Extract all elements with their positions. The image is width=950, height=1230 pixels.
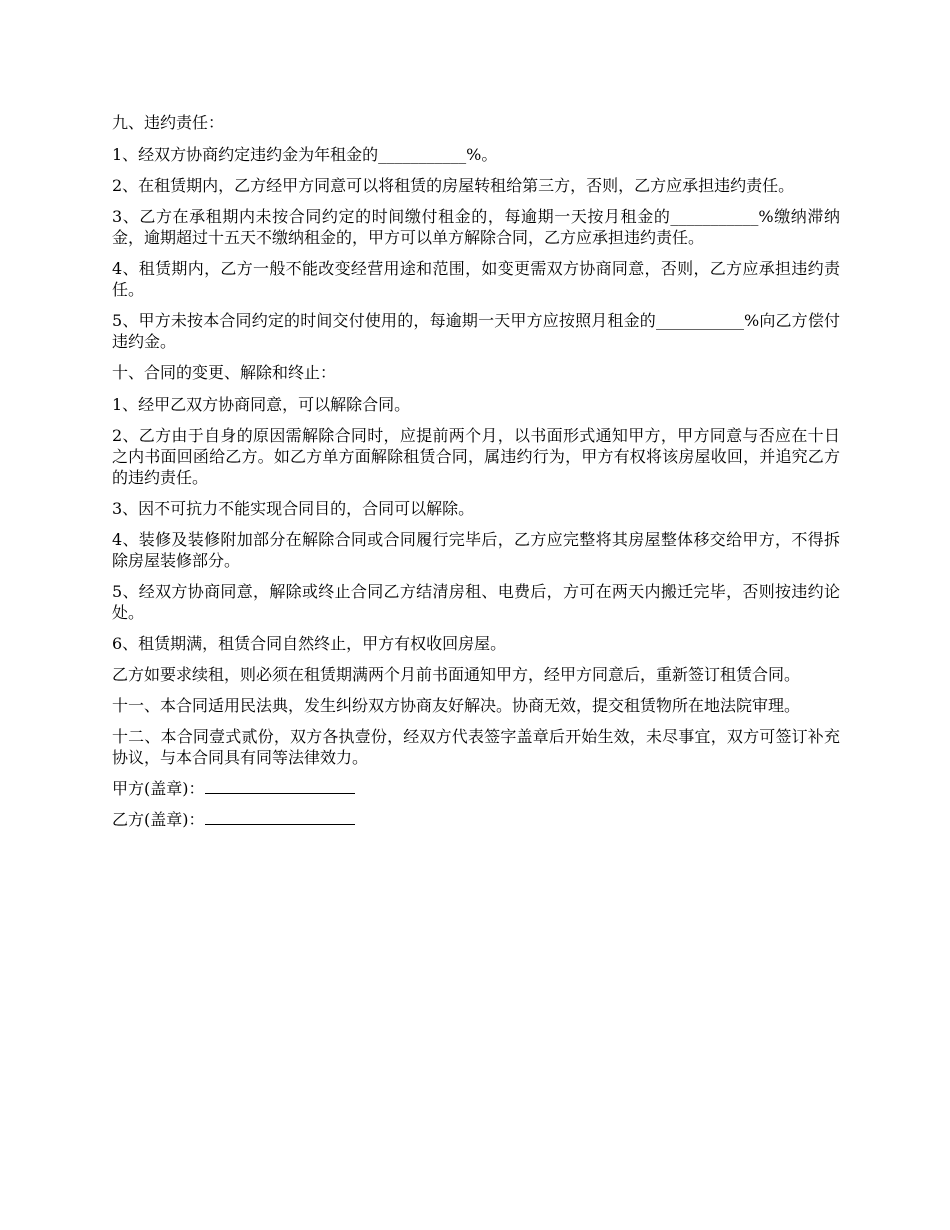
section-10-item-6: 6、租赁期满，租赁合同自然终止，甲方有权收回房屋。	[112, 634, 507, 653]
section-10-item-2: 2、乙方由于自身的原因需解除合同时，应提前两个月，以书面形式通知甲方，甲方同意与否应在十日之内书面回函给乙方。如乙方单方面解除租赁合同，属违约行为，甲方有权将该房屋收回，并追究乙方的违约责任。	[112, 426, 840, 487]
contract-page	[112, 112, 840, 840]
section-11: 十一、本合同适用民法典，发生纠纷双方协商友好解决。协商无效，提交租赁物所在地法院审理。	[112, 696, 801, 715]
party-a-label: 甲方(盖章)：	[112, 779, 205, 798]
section-9-item-5: 5、甲方未按本合同约定的时间交付使用的，每逾期一天甲方应按照月租金的___________%向乙方偿付违约金。	[112, 311, 840, 351]
party-a-signature-line	[205, 779, 355, 794]
section-9-item-4: 4、租赁期内，乙方一般不能改变经营用途和范围，如变更需双方协商同意，否则，乙方应承担违约责任。	[112, 259, 840, 299]
party-b-signature-line	[205, 810, 355, 825]
section-10-item-4: 4、装修及装修附加部分在解除合同或合同履行完毕后，乙方应完整将其房屋整体移交给甲方，不得拆除房屋装修部分。	[112, 530, 840, 570]
section-10-renewal-note: 乙方如要求续租，则必须在租赁期满两个月前书面通知甲方，经甲方同意后，重新签订租赁合同。	[112, 665, 801, 684]
section-10-heading: 十、合同的变更、解除和终止：	[112, 363, 337, 382]
section-10-item-1: 1、经甲乙双方协商同意，可以解除合同。	[112, 395, 411, 414]
party-a-signature	[112, 778, 840, 799]
party-b-label: 乙方(盖章)：	[112, 810, 205, 829]
section-9-item-1: 1、经双方协商约定违约金为年租金的___________%。	[112, 145, 498, 164]
section-10-item-3: 3、因不可抗力不能实现合同目的，合同可以解除。	[112, 499, 475, 518]
section-10-item-5: 5、经双方协商同意，解除或终止合同乙方结清房租、电费后，方可在两天内搬迁完毕，否则按违约论处。	[112, 582, 840, 622]
party-b-signature	[112, 809, 840, 830]
section-9-heading: 九、违约责任：	[112, 113, 225, 132]
section-9-item-2: 2、在租赁期内，乙方经甲方同意可以将租赁的房屋转租给第三方，否则，乙方应承担违约责任。	[112, 176, 795, 195]
section-9-item-3: 3、乙方在承租期内未按合同约定的时间缴付租金的，每逾期一天按月租金的___________%缴纳滞纳金，逾期超过十五天不缴纳租金的，甲方可以单方解除合同，乙方应承担违约责任。	[112, 207, 840, 247]
section-12: 十二、本合同壹式贰份，双方各执壹份，经双方代表签字盖章后开始生效，未尽事宜，双方可签订补充协议，与本合同具有同等法律效力。	[112, 727, 840, 767]
